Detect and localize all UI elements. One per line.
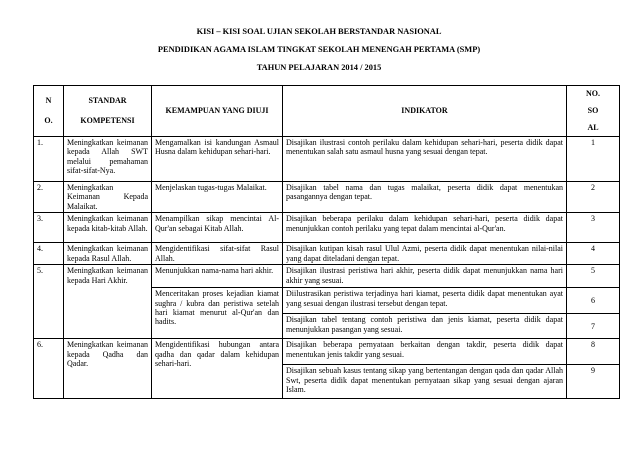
col-header-soal-line3: AL: [587, 123, 599, 132]
indikator-cell: Disajikan beberapa pernyataan berkaitan dengan takdir, peserta didik dapat menentukan jenis takdir yang sesuai.: [283, 339, 567, 365]
table-row: [34, 137, 620, 182]
no-soal-cell: 9: [567, 365, 620, 399]
kemampuan-cell: Menjelaskan tugas-tugas Malaikat.: [152, 182, 283, 213]
col-header-sk-line2: KOMPETENSI: [80, 116, 135, 125]
standar-kompetensi-cell: Meningkatkan keimanan kepada Qadha dan Qadar.: [64, 339, 152, 399]
col-header-sk-line1: STANDAR: [88, 96, 127, 105]
kemampuan-cell: Mengidentifikasi sifat-sifat Rasul Allah.: [152, 243, 283, 265]
kemampuan-cell: Menunjukkan nama-nama hari akhir.: [152, 265, 283, 288]
kemampuan-cell: Mengamalkan isi kandungan Asmaul Husna dalam kehidupan sehari-hari.: [152, 137, 283, 182]
col-header-no-line1: N: [45, 96, 52, 105]
table-row: [34, 265, 620, 288]
indikator-cell: Disajikan ilustrasi peristiwa hari akhir, peserta didik dapat menunjukkan nama hari akhir yang sesuai.: [283, 265, 567, 288]
document-subtitle: PENDIDIKAN AGAMA ISLAM TINGKAT SEKOLAH MENENGAH PERTAMA (SMP): [157, 45, 481, 54]
row-no: 2.: [34, 182, 64, 213]
table-row: [34, 182, 620, 213]
standar-kompetensi-cell: Meningkatkan Keimanan Kepada Malaikat.: [64, 182, 152, 213]
no-soal-cell: 6: [567, 288, 620, 314]
row-no: 1.: [34, 137, 64, 182]
indikator-cell: Diilustrasikan peristiwa terjadinya hari kiamat, peserta didik dapat menentukan ayat yang sesuai dengan ilustrasi tersebut dengan tepat.: [283, 288, 567, 314]
col-header-no-soal: [567, 86, 620, 137]
indikator-cell: Disajikan beberapa perilaku dalam kehidupan sehari-hari, peserta didik dapat menunjukkan contoh perilaku yang tepat dalam mencintai al-Qur'an.: [283, 213, 567, 243]
no-soal-cell: 1: [567, 137, 620, 182]
kisi-kisi-table: [33, 85, 620, 399]
no-soal-cell: 7: [567, 314, 620, 339]
standar-kompetensi-cell: Meningkatkan keimanan kepada Allah SWT melalui pemahaman sifat-sifat-Nya.: [64, 137, 152, 182]
col-header-soal-line1: NO.: [586, 89, 600, 98]
table-header-row: [34, 86, 620, 137]
kemampuan-cell: Menampilkan sikap mencintai Al-Qur'an sebagai Kitab Allah.: [152, 213, 283, 243]
col-header-standar-kompetensi: [64, 86, 152, 137]
kemampuan-cell: Mengidentifikasi hubungan antara qadha dan qadar dalam kehidupan sehari-hari.: [152, 339, 283, 399]
academic-year: TAHUN PELAJARAN 2014 / 2015: [256, 63, 382, 72]
indikator-cell: Disajikan sebuah kasus tentang sikap yang bertentangan dengan qada dan qadar Allah Swt, peserta didik dapat menentukan pernyataan sikap yang sesuai dengan ajaran Islam.: [283, 365, 567, 399]
col-header-indikator: INDIKATOR: [283, 86, 567, 137]
no-soal-cell: 4: [567, 243, 620, 265]
table-row: [34, 213, 620, 243]
row-no: 3.: [34, 213, 64, 243]
indikator-cell: Disajikan tabel tentang contoh peristiwa dan jenis kiamat, peserta didik dapat menunjukkan pasangan yang sesuai.: [283, 314, 567, 339]
row-no: 4.: [34, 243, 64, 265]
standar-kompetensi-cell: Meningkatkan keimanan kepada Hari Akhir.: [64, 265, 152, 339]
document-title: KISI – KISI SOAL UJIAN SEKOLAH BERSTANDAR NASIONAL: [196, 27, 442, 36]
indikator-cell: Disajikan tabel nama dan tugas malaikat, peserta didik dapat menentukan pasangannya dengan tepat.: [283, 182, 567, 213]
row-no: 6.: [34, 339, 64, 399]
standar-kompetensi-cell: Meningkatkan keimanan kepada kitab-kitab Allah.: [64, 213, 152, 243]
no-soal-cell: 3: [567, 213, 620, 243]
kemampuan-cell: Menceritakan proses kejadian kiamat sughra / kubra dan peristiwa setelah hari kiamat menurut al-Qur'an dan hadits.: [152, 288, 283, 339]
col-header-soal-line2: SO: [587, 106, 599, 115]
row-no: 5.: [34, 265, 64, 339]
col-header-kemampuan: KEMAMPUAN YANG DIUJI: [152, 86, 283, 137]
standar-kompetensi-cell: Meningkatkan keimanan kepada Rasul Allah.: [64, 243, 152, 265]
no-soal-cell: 5: [567, 265, 620, 288]
table-row: [34, 339, 620, 365]
col-header-no: [34, 86, 64, 137]
indikator-cell: Disajikan kutipan kisah rasul Ulul Azmi, peserta didik dapat menentukan nilai-nilai yang dapat diteladani dengan tepat.: [283, 243, 567, 265]
no-soal-cell: 2: [567, 182, 620, 213]
col-header-no-line2: O.: [44, 116, 53, 125]
table-row: [34, 243, 620, 265]
no-soal-cell: 8: [567, 339, 620, 365]
indikator-cell: Disajikan ilustrasi contoh perilaku dalam kehidupan sehari-hari, peserta didik dapat menentukan salah satu asmaul husna yang sesuai dengan tepat.: [283, 137, 567, 182]
